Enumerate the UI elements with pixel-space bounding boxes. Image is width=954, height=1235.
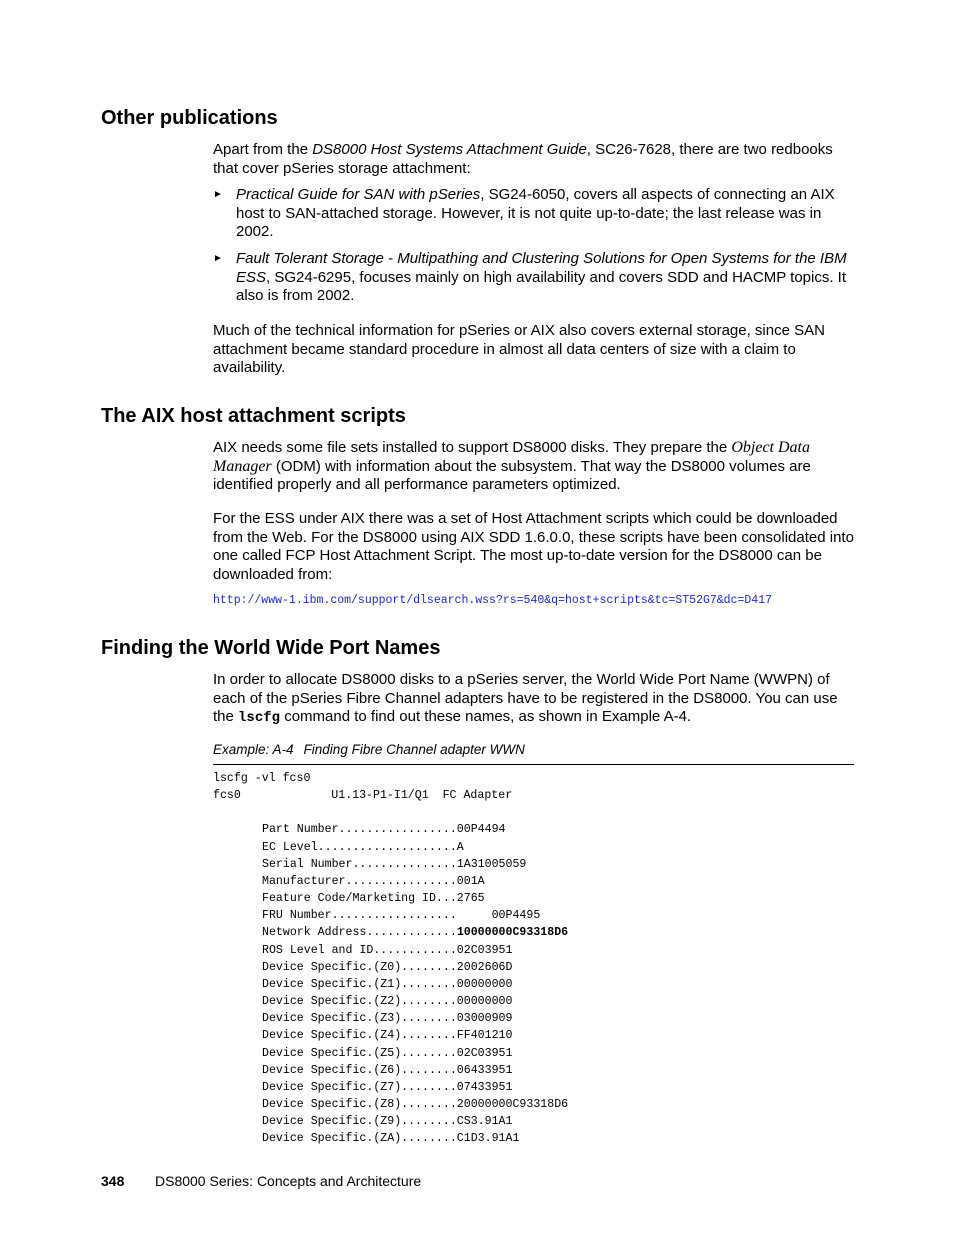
- code-line: ROS Level and ID............02C03951: [262, 943, 513, 957]
- caption-rule: [213, 764, 854, 765]
- download-link[interactable]: http://www-1.ibm.com/support/dlsearch.wss?rs=540&q=host+scripts&tc=ST52G7&dc=D417: [213, 594, 772, 607]
- term-object-data-manager: Object Data Manager: [213, 439, 810, 475]
- code-line: Device Specific.(Z0)........2002606D: [262, 960, 513, 974]
- page-footer: [101, 1173, 421, 1189]
- code-line: Part Number.................00P4494: [262, 823, 506, 837]
- triangle-bullet-icon: ►: [213, 253, 223, 264]
- code-line-network-address: Network Address.............10000000C93318D6: [262, 926, 569, 940]
- command-lscfg: lscfg: [238, 710, 281, 727]
- code-line: Device Specific.(Z2)........00000000: [262, 995, 513, 1009]
- code-line: Serial Number...............1A31005059: [262, 857, 527, 871]
- code-line: Device Specific.(Z6)........06433951: [262, 1063, 513, 1077]
- heading-other-publications: Other publications: [101, 107, 278, 129]
- code-line-blank: [213, 804, 568, 821]
- example-caption: Example: A-4 Finding Fibre Channel adapter WWN: [213, 742, 525, 757]
- code-line: Device Specific.(Z4)........FF401210: [262, 1029, 513, 1043]
- bullet-item-fault-tolerant: ► Fault Tolerant Storage - Multipathing and Clustering Solutions for Open Systems for the IBM ESS, SG24-6295, focuses mainly on high availability and covers SDD and HACMP topics. It also is from 2002.: [213, 250, 847, 305]
- network-address-value: 10000000C93318D6: [456, 926, 569, 940]
- paragraph-aix-scripts-2: For the ESS under AIX there was a set of Host Attachment scripts which could be downloaded from the Web. For the DS8000 using AIX SDD 1.6.0.0, these scripts have been consolidated into one called FCP Host Attachment Script. The most up-to-date version for the DS8000 can be downloaded from:: [213, 510, 854, 583]
- paragraph-aix-scripts-1: AIX needs some file sets installed to support DS8000 disks. They prepare the Object Data Manager (ODM) with information about the subsystem. That way the DS8000 volumes are identified properly and all performance parameters optimized.: [213, 439, 811, 494]
- code-line: Manufacturer................001A: [262, 874, 485, 888]
- code-line: EC Level....................A: [262, 840, 464, 854]
- code-line: Feature Code/Marketing ID...2765: [262, 892, 485, 906]
- heading-wwpn: Finding the World Wide Port Names: [101, 637, 441, 659]
- heading-aix-scripts: The AIX host attachment scripts: [101, 405, 406, 427]
- code-line: Device Specific.(Z9)........CS3.91A1: [262, 1115, 513, 1129]
- code-line: Device Specific.(Z8)........20000000C93318D6: [262, 1097, 569, 1111]
- paragraph-wwpn: In order to allocate DS8000 disks to a pSeries server, the World Wide Port Name (WWPN) of each of the pSeries Fibre Channel adapters have to be registered in the DS8000. You can use the lscfg command to find out these names, as shown in Example A-4.: [213, 671, 838, 727]
- book-title-host-attachment-guide: DS8000 Host Systems Attachment Guide: [312, 141, 587, 158]
- triangle-bullet-icon: ►: [213, 189, 223, 200]
- page-number: 348: [101, 1173, 125, 1189]
- bullet-item-practical-guide: ► Practical Guide for SAN with pSeries, SG24-6050, covers all aspects of connecting an AIX host to SAN-attached storage. However, it is not quite up-to-date; the last release was in 2002.: [213, 186, 835, 241]
- code-line: Device Specific.(Z3)........03000909: [262, 1012, 513, 1026]
- code-example: [213, 770, 568, 1147]
- code-line: Device Specific.(Z1)........00000000: [262, 977, 513, 991]
- paragraph-other-publications-intro: Apart from the DS8000 Host Systems Attachment Guide, SC26-7628, there are two redbooks that cover pSeries storage attachment:: [213, 141, 833, 177]
- book-title-fault-tolerant-storage: Fault Tolerant Storage - Multipathing and Clustering Solutions for Open Systems for the IBM ESS: [236, 250, 847, 286]
- paragraph-other-publications-closing: Much of the technical information for pSeries or AIX also covers external storage, since SAN attachment became standard procedure in almost all data centers of size with a claim to availability.: [213, 322, 825, 377]
- code-line: Device Specific.(Z7)........07433951: [262, 1080, 513, 1094]
- code-line: FRU Number.................. 00P4495: [262, 909, 541, 923]
- book-title-practical-guide: Practical Guide for SAN with pSeries: [236, 186, 481, 203]
- book-title-footer: DS8000 Series: Concepts and Architecture: [155, 1173, 422, 1189]
- code-line: lscfg -vl fcs0: [213, 772, 311, 785]
- code-line: Device Specific.(Z5)........02C03951: [262, 1046, 513, 1060]
- code-line: fcs0 U1.13-P1-I1/Q1 FC Adapter: [213, 789, 513, 803]
- code-line: Device Specific.(ZA)........C1D3.91A1: [262, 1132, 520, 1146]
